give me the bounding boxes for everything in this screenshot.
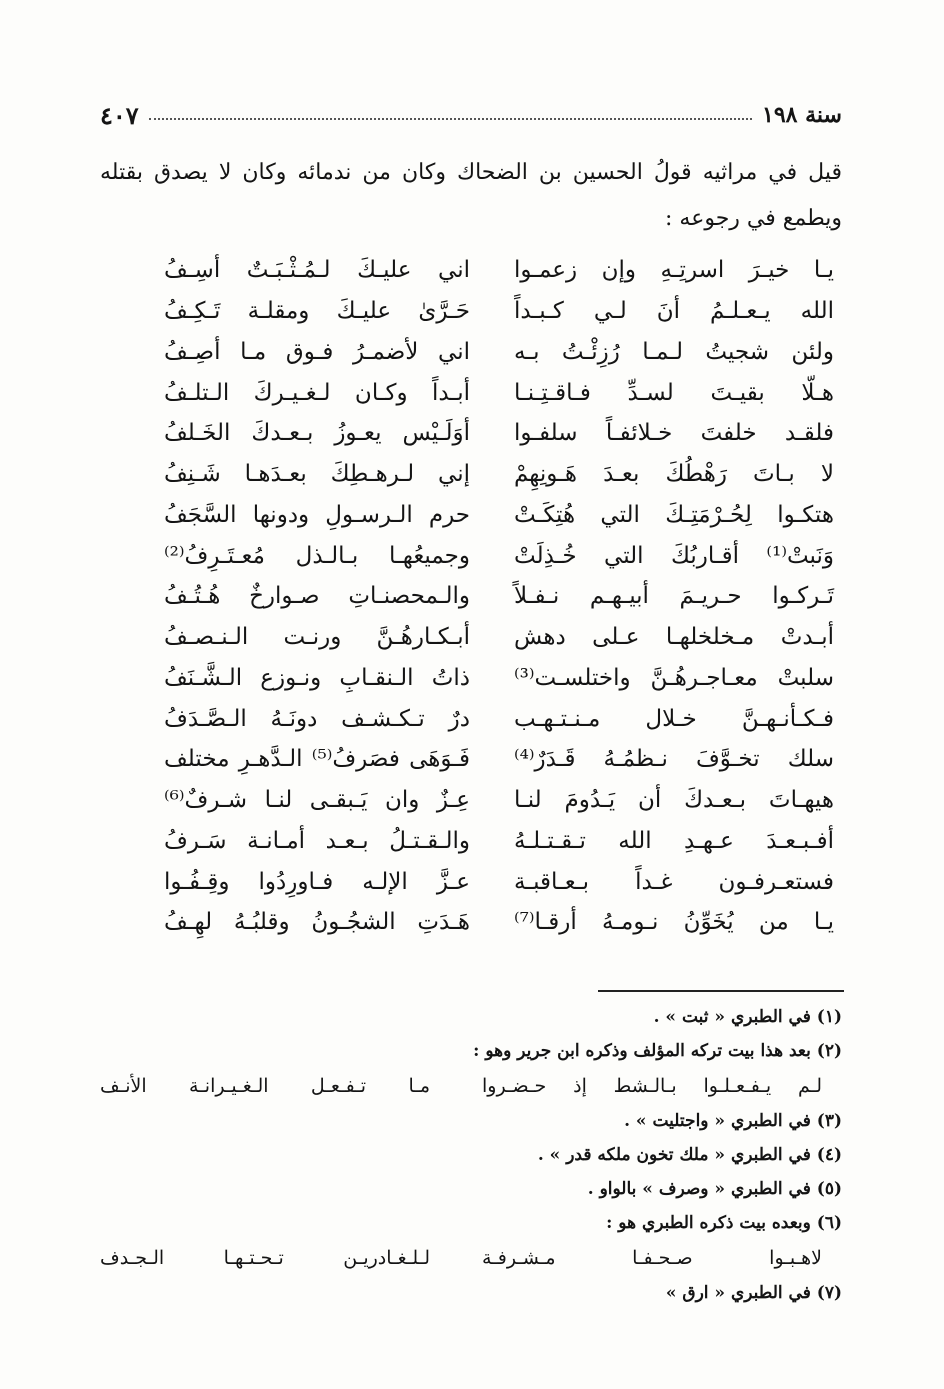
footnote-verse-first-hemistich: لـم يـفـعـلـوا بـالـشط إذ حـضـروا xyxy=(482,1075,822,1097)
footnote-separator xyxy=(598,990,844,992)
footnote-1: (١) في الطبري « ثبت » . xyxy=(653,1007,842,1027)
poem xyxy=(150,250,834,943)
verse xyxy=(150,535,834,576)
verse xyxy=(150,250,834,291)
verse-first-hemistich: هـلّا بقيـتَ لسـدِّ فـاقـتِـنـا xyxy=(514,379,834,406)
verse xyxy=(150,780,834,821)
footnote-verse-first-hemistich: لاهـبـوا صـحـفـا مـشـرفـة xyxy=(482,1247,822,1269)
verse xyxy=(150,821,834,862)
dotted-leader xyxy=(149,118,752,120)
footnote-7: (٧) في الطبري « ارق » xyxy=(665,1283,842,1303)
verse-first-hemistich: فـكـأنـهـنَّ خـلال مـنـتـهـب xyxy=(514,705,834,732)
verse-first-hemistich: أبـدتْ مـخلخلهـا عـلى دهش xyxy=(514,624,834,651)
verse-first-hemistich: الله يـعـلـمُ أنَ لـي كـبـداً xyxy=(514,298,834,325)
verse-first-hemistich: سلبتْ معـاجـرهُـنَّ واختلسـت⁽³⁾ xyxy=(514,664,834,691)
verse xyxy=(150,902,834,943)
verse-first-hemistich: يـا من يُخَوِّنُ نـومـهُ أرقـا⁽⁷⁾ xyxy=(514,909,834,936)
verse xyxy=(150,332,834,373)
verse-second-hemistich: اني عليـكَ لـمُـثْـبَـتٌ أسِـفُ xyxy=(164,257,470,284)
verse-first-hemistich: تَـركـوا حـريـمَ أبيـهـم نـفـلاً xyxy=(514,583,834,610)
footnote-5: (٥) في الطبري « وصرف » بالواو . xyxy=(587,1179,842,1199)
verse-first-hemistich: يـا خيـرَ اسرتِـهِ وإن زعمـوا xyxy=(514,257,834,284)
running-title: سنة ١٩٨ xyxy=(762,102,842,128)
footnote-6: (٦) وبعده بيت ذكره الطبري هو : xyxy=(606,1213,842,1233)
verse xyxy=(150,576,834,617)
footnote-verse-second-hemistich: مـا تـفـعـل الـغـيـرانـة الأنـف xyxy=(100,1075,430,1097)
verse-second-hemistich: حَـرَّىٰ عليـكَ ومقلـة تَـكِـفُ xyxy=(164,298,470,325)
verse-second-hemistich: والـمحصنـاتِ صـوارخٌ هُـتُـفُ xyxy=(164,583,470,610)
verse-first-hemistich: لا بـاتَ رَهْطُكَ بعـدَ هَـونِهِمْ xyxy=(514,461,834,488)
verse-second-hemistich: إني لـرهـطِكَ بعـدَهـا شَـنِفُ xyxy=(164,461,470,488)
verse-second-hemistich: أبـكـارهُـنَّ ورنـت الـنـصـفُ xyxy=(164,624,470,651)
verse-first-hemistich: فستعـرفـون غـداً بـعـاقبـة xyxy=(514,868,834,895)
verse-first-hemistich: هتكـوا لِحُـرْمَتِـكَ التي هُتِكَـتْ xyxy=(514,501,834,528)
footnote-verse-second-hemistich: لـلـغـادريـن تـحـتـهـا الـجـدف xyxy=(100,1247,430,1269)
verse-second-hemistich: حرم الـرسـولِ ودونها السَّجَفُ xyxy=(164,501,470,528)
verse xyxy=(150,739,834,780)
footnote-6-verse xyxy=(100,1240,842,1276)
footnote-4: (٤) في الطبري « ملك تخون ملكه قدر » . xyxy=(537,1145,842,1165)
footnote-2: (٢) بعد هذا بيت تركه المؤلف وذكره ابن جرير وهو : xyxy=(473,1041,842,1061)
verse xyxy=(150,413,834,454)
verse-first-hemistich: أفـبـعـدَ عـهـدِ الله تـقـتـلـهُ xyxy=(514,827,834,854)
verse xyxy=(150,617,834,658)
verse-second-hemistich: عِـزٌ وان يَـبقـى لنـا شـرفٌ⁽⁶⁾ xyxy=(164,787,470,814)
verse-second-hemistich: أبـداً وكـان لـغـيـركَ الـتلـفُ xyxy=(164,379,470,406)
verse-second-hemistich: ذاتُ الـنقـابِ ونـوزع الـشَّـنَفُ xyxy=(164,664,470,691)
verse-second-hemistich: هَـدَتِ الشجُـونُ وقلبُـهُ لهِـفُ xyxy=(164,909,470,936)
verse-second-hemistich: عـزَّ الإلـه فـاورِدُوا وقِـفُـوا xyxy=(164,868,470,895)
verse xyxy=(150,495,834,536)
verse-second-hemistich: وجميعُهـا بـالـذل مُعـتَـرِفُ⁽²⁾ xyxy=(164,542,470,569)
page-number: ٤٠٧ xyxy=(100,100,139,130)
verse-second-hemistich: والـقـتـلُ بـعـد أمـانـة سَـرفُ xyxy=(164,827,470,854)
verse-second-hemistich: أوَلَـيْس يعـوزُ بـعـدكَ الخَـلفُ xyxy=(164,420,470,447)
verse-first-hemistich: هيهـاتَ بـعـدكَ أن يَـدُومَ لنـا xyxy=(514,787,834,814)
verse-first-hemistich: وَنَبتْ⁽¹⁾ أقـاربُكَ التي خُـذِلَتْ xyxy=(514,542,834,569)
verse xyxy=(150,291,834,332)
verse-second-hemistich: اني لأضمـرُ فـوق مـا أصِـفُ xyxy=(164,338,470,365)
verse-second-hemistich: فَـوَهَى فصَرفُ⁽⁵⁾ الـدَّهـرِ مختلف xyxy=(164,746,470,773)
intro-paragraph: قيل في مراثيه قولُ الحسين بن الضحاك وكان من ندمائه وكان لا يصدق بقتله ويطمع في رجوعه : xyxy=(100,160,842,231)
running-header xyxy=(100,98,842,132)
verse xyxy=(150,698,834,739)
footnotes xyxy=(100,1000,842,1310)
verse xyxy=(150,861,834,902)
verse-first-hemistich: سلك تخـوَّفَ نـظمُـهُ قَـدَرٌ⁽⁴⁾ xyxy=(514,746,834,773)
verse-second-hemistich: درٌ تـكـشـف دونَـهُ الـصَّـدَفُ xyxy=(164,705,470,732)
verse-first-hemistich: فلقـد خلفتَ خـلائفـاً سلفـوا xyxy=(514,420,834,447)
verse xyxy=(150,372,834,413)
footnote-3: (٣) في الطبري « واجتليت » . xyxy=(624,1111,842,1131)
verse xyxy=(150,454,834,495)
verse xyxy=(150,658,834,699)
footnote-2-verse xyxy=(100,1068,842,1104)
verse-first-hemistich: ولئن شجيتُ لـمـا رُزِئْـتُ بـه xyxy=(514,338,834,365)
